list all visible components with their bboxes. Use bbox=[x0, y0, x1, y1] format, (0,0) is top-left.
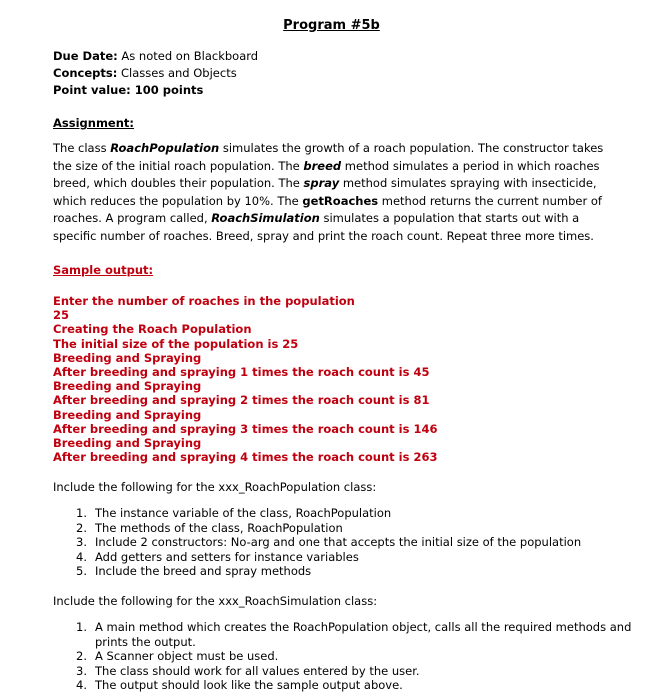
assignment-text-2: simulates the growth of a roach population. The constructor takes the size of the initial roach population. The bbox=[53, 141, 604, 173]
due-date-line bbox=[53, 48, 258, 65]
list-number: 3. bbox=[76, 663, 87, 678]
list-item bbox=[76, 564, 581, 579]
list-text: The output should look like the sample output above. bbox=[95, 678, 403, 692]
due-date-value: As noted on Blackboard bbox=[117, 49, 259, 63]
sample-line: After breeding and spraying 3 times the roach count is 146 bbox=[53, 421, 438, 436]
list-text: The methods of the class, RoachPopulation bbox=[95, 520, 343, 535]
sample-output-heading: Sample output: bbox=[53, 263, 154, 277]
assignment-text-4: method simulates spraying with insecticide, which reduces the population by 10%. The bbox=[53, 176, 597, 208]
point-value-value: : 100 points bbox=[126, 83, 204, 97]
method-name-getroaches: getRoaches bbox=[302, 193, 379, 208]
sample-line: Breeding and Spraying bbox=[53, 436, 202, 451]
sample-line: Breeding and Spraying bbox=[53, 379, 202, 394]
point-value-label: Point value bbox=[53, 83, 127, 97]
list-number: 2. bbox=[76, 649, 87, 663]
sample-line: Breeding and Spraying bbox=[53, 407, 202, 422]
list-number: 2. bbox=[76, 520, 87, 535]
list-text: Include 2 constructors: No-arg and one that accepts the initial size of the population bbox=[95, 535, 582, 549]
sample-line: Creating the Roach Population bbox=[53, 322, 252, 337]
sample-line: After breeding and spraying 2 times the roach count is 81 bbox=[53, 393, 430, 408]
list-number: 1. bbox=[76, 506, 87, 520]
population-class-intro: Include the following for the xxx_RoachPopulation class: bbox=[53, 480, 377, 494]
list-number: 1. bbox=[76, 620, 87, 634]
list-item bbox=[76, 550, 581, 565]
assignment-text-6: simulates a population that starts out with a specific number of roaches. Breed, spray and print the roach count. Repeat three more times. bbox=[53, 211, 594, 243]
sample-line: Enter the number of roaches in the population bbox=[53, 294, 355, 308]
assignment-text-5: method returns the current number of roaches. A program called, bbox=[53, 193, 602, 225]
class-name-roachpopulation: RoachPopulation bbox=[110, 141, 220, 155]
program-title: Program #5b bbox=[283, 18, 380, 33]
assignment-heading: Assignment: bbox=[53, 116, 135, 130]
list-number: 4. bbox=[76, 549, 87, 564]
assignment-text-3: method simulates a period in which roaches breed, which doubles their population. The bbox=[53, 158, 600, 190]
list-number: 4. bbox=[76, 678, 87, 692]
class-name-roachsimulation: RoachSimulation bbox=[211, 211, 320, 225]
sample-line: The initial size of the population is 25 bbox=[53, 336, 299, 351]
sample-line: After breeding and spraying 1 times the roach count is 45 bbox=[53, 365, 430, 380]
assignment-meta bbox=[53, 48, 258, 99]
list-text: The class should work for all values entered by the user. bbox=[95, 663, 420, 678]
simulation-class-intro: Include the following for the xxx_RoachSimulation class: bbox=[53, 594, 378, 608]
method-name-breed: breed bbox=[303, 158, 342, 173]
list-item bbox=[76, 620, 636, 649]
population-class-requirements bbox=[76, 506, 581, 579]
list-text: Add getters and setters for instance variables bbox=[95, 549, 359, 564]
list-text: The instance variable of the class, RoachPopulation bbox=[95, 506, 392, 520]
due-date-label: Due Date: bbox=[53, 49, 118, 63]
list-number: 3. bbox=[76, 535, 87, 549]
concepts-line bbox=[53, 65, 258, 82]
concepts-value: Classes and Objects bbox=[117, 66, 237, 80]
sample-output-block bbox=[53, 294, 437, 464]
point-value-line bbox=[53, 82, 258, 99]
list-text: A Scanner object must be used. bbox=[95, 649, 279, 663]
list-item bbox=[76, 535, 581, 550]
list-text: A main method which creates the RoachPopulation object, calls all the required methods and prints the output. bbox=[95, 620, 632, 649]
sample-line: 25 bbox=[53, 308, 70, 323]
sample-line: After breeding and spraying 4 times the roach count is 263 bbox=[53, 450, 438, 465]
list-text: Include the breed and spray methods bbox=[95, 564, 312, 578]
list-item bbox=[76, 678, 636, 693]
list-item bbox=[76, 506, 581, 521]
simulation-class-requirements bbox=[76, 620, 636, 693]
list-item bbox=[76, 521, 581, 536]
list-number: 5. bbox=[76, 564, 87, 578]
assignment-text-1: The class bbox=[53, 141, 111, 155]
assignment-paragraph bbox=[53, 140, 613, 245]
sample-line: Breeding and Spraying bbox=[53, 350, 202, 365]
list-item bbox=[76, 649, 636, 664]
method-name-spray: spray bbox=[303, 176, 340, 190]
concepts-label: Concepts: bbox=[53, 66, 118, 80]
list-item bbox=[76, 664, 636, 679]
